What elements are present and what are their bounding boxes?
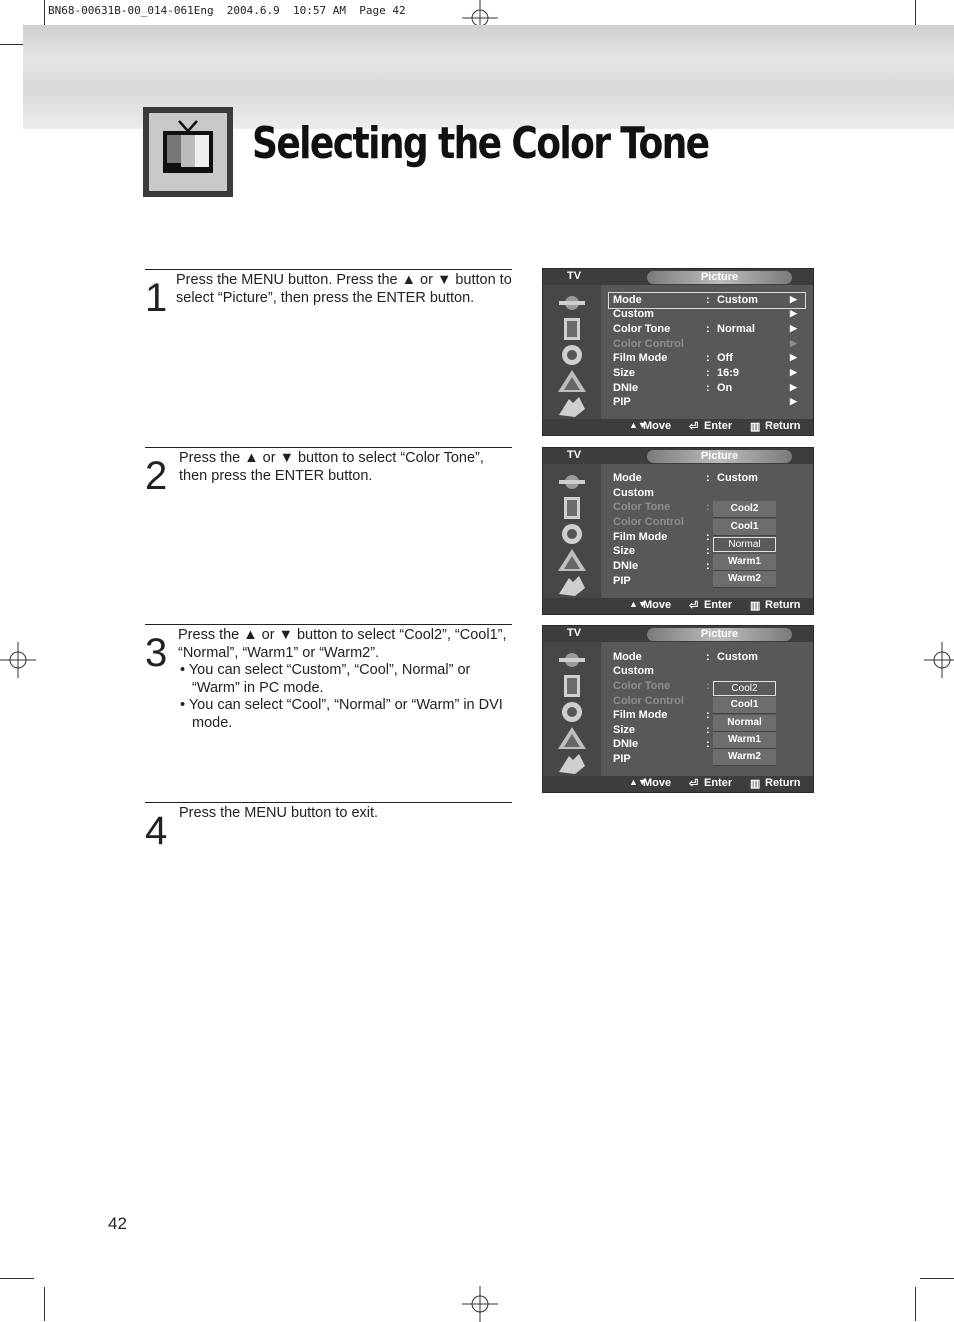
sound-icon	[555, 522, 589, 546]
tv-picture-icon	[143, 107, 233, 197]
move-icon: ▲▼	[629, 420, 647, 430]
step-line: Press the MENU button to exit.	[179, 805, 379, 821]
tone-option-warm2[interactable]: Warm2	[713, 749, 776, 766]
osd-screen-3	[542, 625, 814, 793]
osd-move-label: Move	[643, 599, 672, 611]
crop-mark	[0, 1278, 34, 1279]
tone-option-cool1[interactable]: Cool1	[713, 697, 776, 714]
osd-menu-title-tab: Picture	[647, 271, 792, 284]
channel-icon	[555, 726, 589, 750]
crop-mark	[920, 1278, 954, 1279]
channel-icon	[555, 369, 589, 393]
picture-icon	[555, 317, 589, 341]
picture-icon	[555, 496, 589, 520]
step-number: 3	[145, 631, 168, 675]
osd-header	[543, 269, 813, 285]
step-2	[145, 447, 512, 618]
step-text	[179, 805, 515, 823]
step-text	[176, 272, 512, 307]
step-text	[178, 627, 512, 732]
osd-row-film-mode[interactable]: Film Mode : Off ▶	[613, 352, 797, 364]
step-4	[145, 802, 512, 863]
picture-icon	[555, 674, 589, 698]
step-number: 1	[145, 276, 168, 320]
registration-mark-icon	[0, 642, 36, 678]
input-icon	[555, 648, 589, 672]
step-3	[145, 624, 512, 795]
osd-menu-title-tab: Picture	[647, 628, 792, 641]
sound-icon	[555, 343, 589, 367]
osd-row-color-tone[interactable]: Color Tone :	[613, 501, 710, 513]
enter-icon: ⏎	[689, 421, 699, 433]
osd-row-film-mode[interactable]: Film Mode :	[613, 531, 710, 543]
osd-row-mode[interactable]: Mode : Custom ▶	[613, 294, 797, 306]
osd-row-dnie[interactable]: DNIe :	[613, 738, 710, 750]
osd-side-icons	[543, 464, 601, 599]
step-number: 4	[145, 809, 168, 853]
osd-row-dnie[interactable]: DNIe : On ▶	[613, 382, 797, 394]
osd-row-pip[interactable]: PIP	[613, 753, 631, 765]
tone-option-warm1[interactable]: Warm1	[713, 732, 776, 749]
print-slug: BN68-00631B-00_014-061Eng 2004.6.9 10:57 AM Page 42	[48, 4, 406, 17]
osd-row-custom[interactable]: Custom	[613, 487, 654, 499]
osd-footer	[543, 776, 813, 792]
page-title: Selecting the Color Tone	[252, 118, 709, 169]
tone-option-normal-selected[interactable]: Normal	[713, 537, 776, 552]
registration-mark-icon	[924, 642, 954, 678]
setup-icon	[555, 574, 589, 598]
registration-mark-icon	[462, 1286, 498, 1322]
move-icon: ▲▼	[629, 777, 647, 787]
osd-tv-label: TV	[567, 270, 582, 282]
osd-tv-label: TV	[567, 627, 582, 639]
osd-row-color-control: Color Control	[613, 695, 684, 707]
osd-row-size[interactable]: Size :	[613, 545, 710, 557]
osd-screen-2	[542, 447, 814, 615]
tone-option-normal[interactable]: Normal	[713, 715, 776, 732]
tone-option-cool2[interactable]: Cool2	[713, 501, 776, 518]
osd-enter-label: Enter	[704, 777, 733, 789]
step-line: Press the MENU button. Press the ▲ or ▼ button to select “Picture”, then press the ENTER button.	[176, 272, 512, 306]
osd-row-size[interactable]: Size :	[613, 724, 710, 736]
tone-option-warm1[interactable]: Warm1	[713, 554, 776, 571]
osd-footer	[543, 419, 813, 435]
osd-row-custom[interactable]: Custom ▶	[613, 308, 797, 320]
osd-row-color-tone[interactable]: Color Tone : Normal ▶	[613, 323, 797, 335]
osd-move-label: Move	[643, 777, 672, 789]
osd-row-mode[interactable]: Mode : Custom	[613, 651, 758, 663]
osd-row-mode[interactable]: Mode : Custom	[613, 472, 758, 484]
input-icon	[555, 470, 589, 494]
step-line: Press the ▲ or ▼ button to select “Cool2”, “Cool1”, “Normal”, “Warm1” or “Warm2”.	[178, 627, 507, 661]
crop-mark	[915, 1287, 916, 1321]
step-1	[145, 269, 512, 440]
setup-icon	[555, 395, 589, 419]
osd-header	[543, 626, 813, 642]
osd-enter-label: Enter	[704, 420, 733, 432]
osd-screen-1	[542, 268, 814, 436]
return-icon: ▥	[750, 421, 761, 433]
osd-return-label: Return	[765, 599, 801, 611]
osd-header	[543, 448, 813, 464]
enter-icon: ⏎	[689, 600, 699, 612]
osd-row-color-tone[interactable]: Color Tone :	[613, 680, 710, 692]
osd-row-film-mode[interactable]: Film Mode :	[613, 709, 710, 721]
osd-menu-title-tab: Picture	[647, 450, 792, 463]
step-bullet: • You can select “Cool”, “Normal” or “Warm” in DVI mode.	[180, 697, 503, 731]
sound-icon	[555, 700, 589, 724]
osd-side-icons	[543, 285, 601, 420]
tone-option-warm2[interactable]: Warm2	[713, 571, 776, 588]
osd-side-icons	[543, 642, 601, 777]
osd-row-custom[interactable]: Custom	[613, 665, 654, 677]
osd-return-label: Return	[765, 777, 801, 789]
osd-row-pip[interactable]: PIP ▶	[613, 396, 797, 408]
osd-row-color-control: Color Control ▶	[613, 338, 797, 350]
osd-return-label: Return	[765, 420, 801, 432]
return-icon: ▥	[750, 778, 761, 790]
osd-enter-label: Enter	[704, 599, 733, 611]
step-text	[179, 450, 512, 485]
crop-mark	[44, 1287, 45, 1321]
osd-row-pip[interactable]: PIP	[613, 575, 631, 587]
setup-icon	[555, 752, 589, 776]
input-icon	[555, 291, 589, 315]
osd-move-label: Move	[643, 420, 672, 432]
osd-row-color-control: Color Control	[613, 516, 684, 528]
step-bullet: • You can select “Custom”, “Cool”, Normal” or “Warm” in PC mode.	[180, 662, 471, 696]
enter-icon: ⏎	[689, 778, 699, 790]
step-number: 2	[145, 454, 168, 498]
osd-row-dnie[interactable]: DNIe :	[613, 560, 710, 572]
osd-tv-label: TV	[567, 449, 582, 461]
move-icon: ▲▼	[629, 599, 647, 609]
return-icon: ▥	[750, 600, 761, 612]
tone-option-cool1[interactable]: Cool1	[713, 519, 776, 536]
step-line: Press the ▲ or ▼ button to select “Color Tone”, then press the ENTER button.	[179, 450, 484, 484]
channel-icon	[555, 548, 589, 572]
page-number: 42	[108, 1214, 127, 1233]
osd-row-size[interactable]: Size : 16:9 ▶	[613, 367, 797, 379]
tone-option-cool2-selected[interactable]: Cool2	[713, 681, 776, 696]
osd-footer	[543, 598, 813, 614]
